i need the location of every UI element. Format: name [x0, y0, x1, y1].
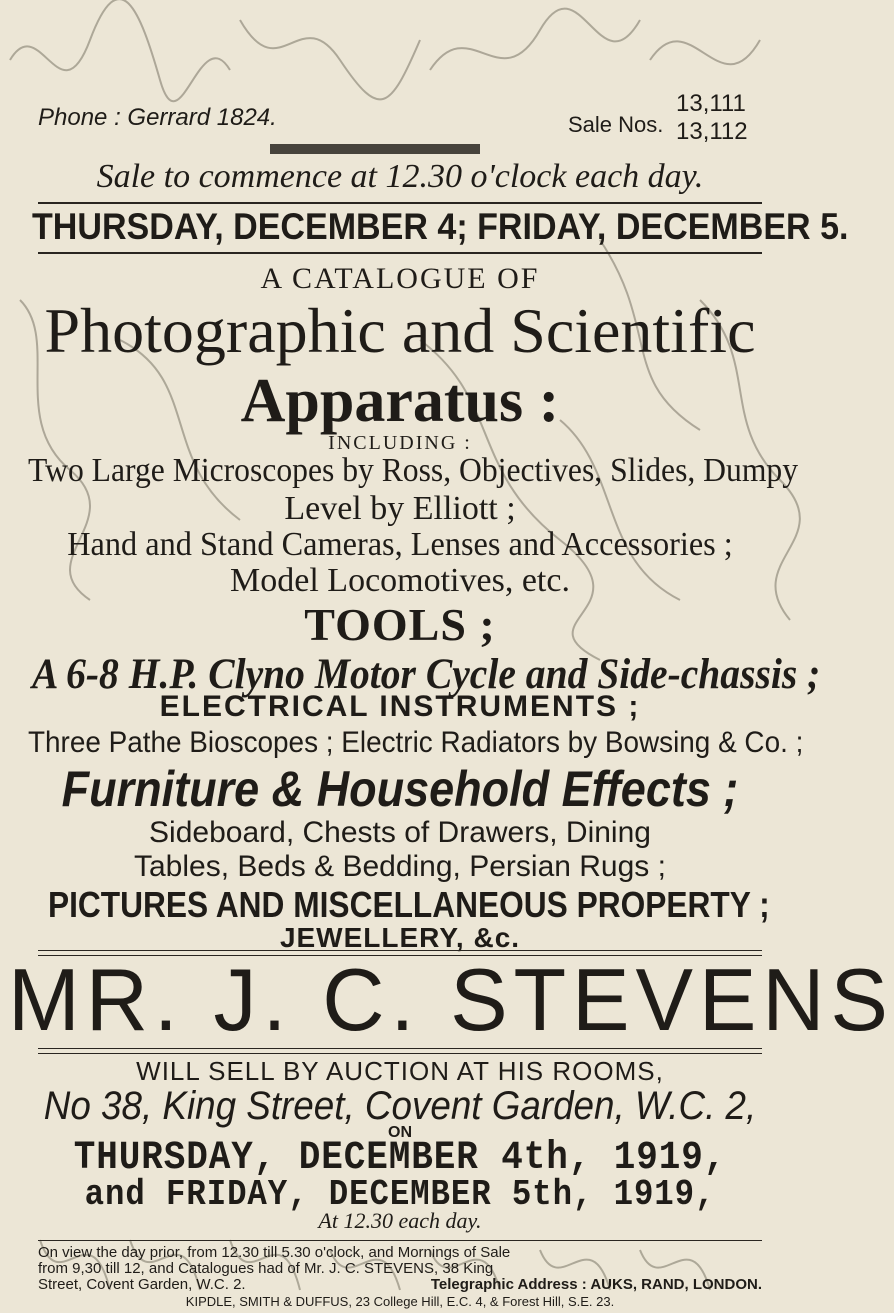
- footer-divider: [38, 1240, 762, 1241]
- auctioneer-name: MR. J. C. STEVENS: [8, 950, 894, 1049]
- phone-number: Phone : Gerrard 1824.: [38, 104, 277, 131]
- will-sell-line: WILL SELL BY AUCTION AT HIS ROOMS,: [136, 1056, 664, 1086]
- viewing-notice-line3: Street, Covent Garden, W.C. 2.: [38, 1276, 246, 1293]
- catalogue-title-line1: Photographic and Scientific: [44, 295, 756, 366]
- item-microscopes: Two Large Microscopes by Ross, Objectives, Slides, Dumpy: [28, 452, 799, 489]
- sale-date-friday: and FRIDAY, DECEMBER 5th, 1919,: [84, 1174, 716, 1215]
- viewing-notice-line1: On view the day prior, from 12.30 till 5.30 o'clock, and Mornings of Sale: [38, 1244, 511, 1261]
- sale-no-second: 13,112: [676, 118, 748, 145]
- printer-line: KIPDLE, SMITH & DUFFUS, 23 College Hill, E.C. 4, & Forest Hill, S.E. 23.: [185, 1294, 615, 1309]
- on-label: ON: [388, 1124, 412, 1141]
- sale-nos-list: [676, 90, 748, 146]
- catalogue-intro: A CATALOGUE OF: [260, 262, 540, 295]
- sale-date-thursday: THURSDAY, DECEMBER 4th, 1919,: [73, 1136, 727, 1181]
- item-level: Level by Elliott ;: [284, 490, 516, 527]
- including-label: INCLUDING :: [328, 432, 472, 454]
- catalogue-title-line2: Apparatus :: [240, 367, 560, 435]
- telegraphic-address: Telegraphic Address : AUKS, RAND, LONDON.: [430, 1276, 762, 1293]
- item-pictures: PICTURES AND MISCELLANEOUS PROPERTY ;: [48, 884, 770, 925]
- sale-nos-label: Sale Nos.: [568, 112, 664, 137]
- item-motor-cycle: A 6-8 H.P. Clyno Motor Cycle and Side-chassis ;: [32, 651, 821, 698]
- item-tables-beds: Tables, Beds & Bedding, Persian Rugs ;: [134, 850, 666, 883]
- viewing-notice-line2: from 9,30 till 12, and Catalogues had of Mr. J. C. STEVENS, 38 King: [38, 1260, 494, 1277]
- item-locomotives: Model Locomotives, etc.: [230, 562, 570, 599]
- item-sideboard: Sideboard, Chests of Drawers, Dining: [149, 816, 651, 849]
- sale-commence-line: Sale to commence at 12.30 o'clock each day.: [96, 158, 704, 195]
- item-furniture: Furniture & Household Effects ;: [61, 761, 739, 817]
- sale-days: THURSDAY, DECEMBER 4; FRIDAY, DECEMBER 5.: [32, 206, 849, 247]
- item-tools: TOOLS ;: [304, 599, 496, 650]
- item-cameras: Hand and Stand Cameras, Lenses and Accessories ;: [67, 526, 733, 563]
- item-jewellery: JEWELLERY, &c.: [279, 922, 521, 953]
- sale-address: No 38, King Street, Covent Garden, W.C. 2,: [43, 1084, 757, 1128]
- item-electrical-instruments: ELECTRICAL INSTRUMENTS ;: [159, 690, 641, 723]
- sale-no-first: 13,111: [676, 90, 746, 117]
- item-bioscopes: Three Pathe Bioscopes ; Electric Radiators by Bowsing & Co. ;: [28, 726, 804, 759]
- sale-time: At 12.30 each day.: [318, 1208, 482, 1233]
